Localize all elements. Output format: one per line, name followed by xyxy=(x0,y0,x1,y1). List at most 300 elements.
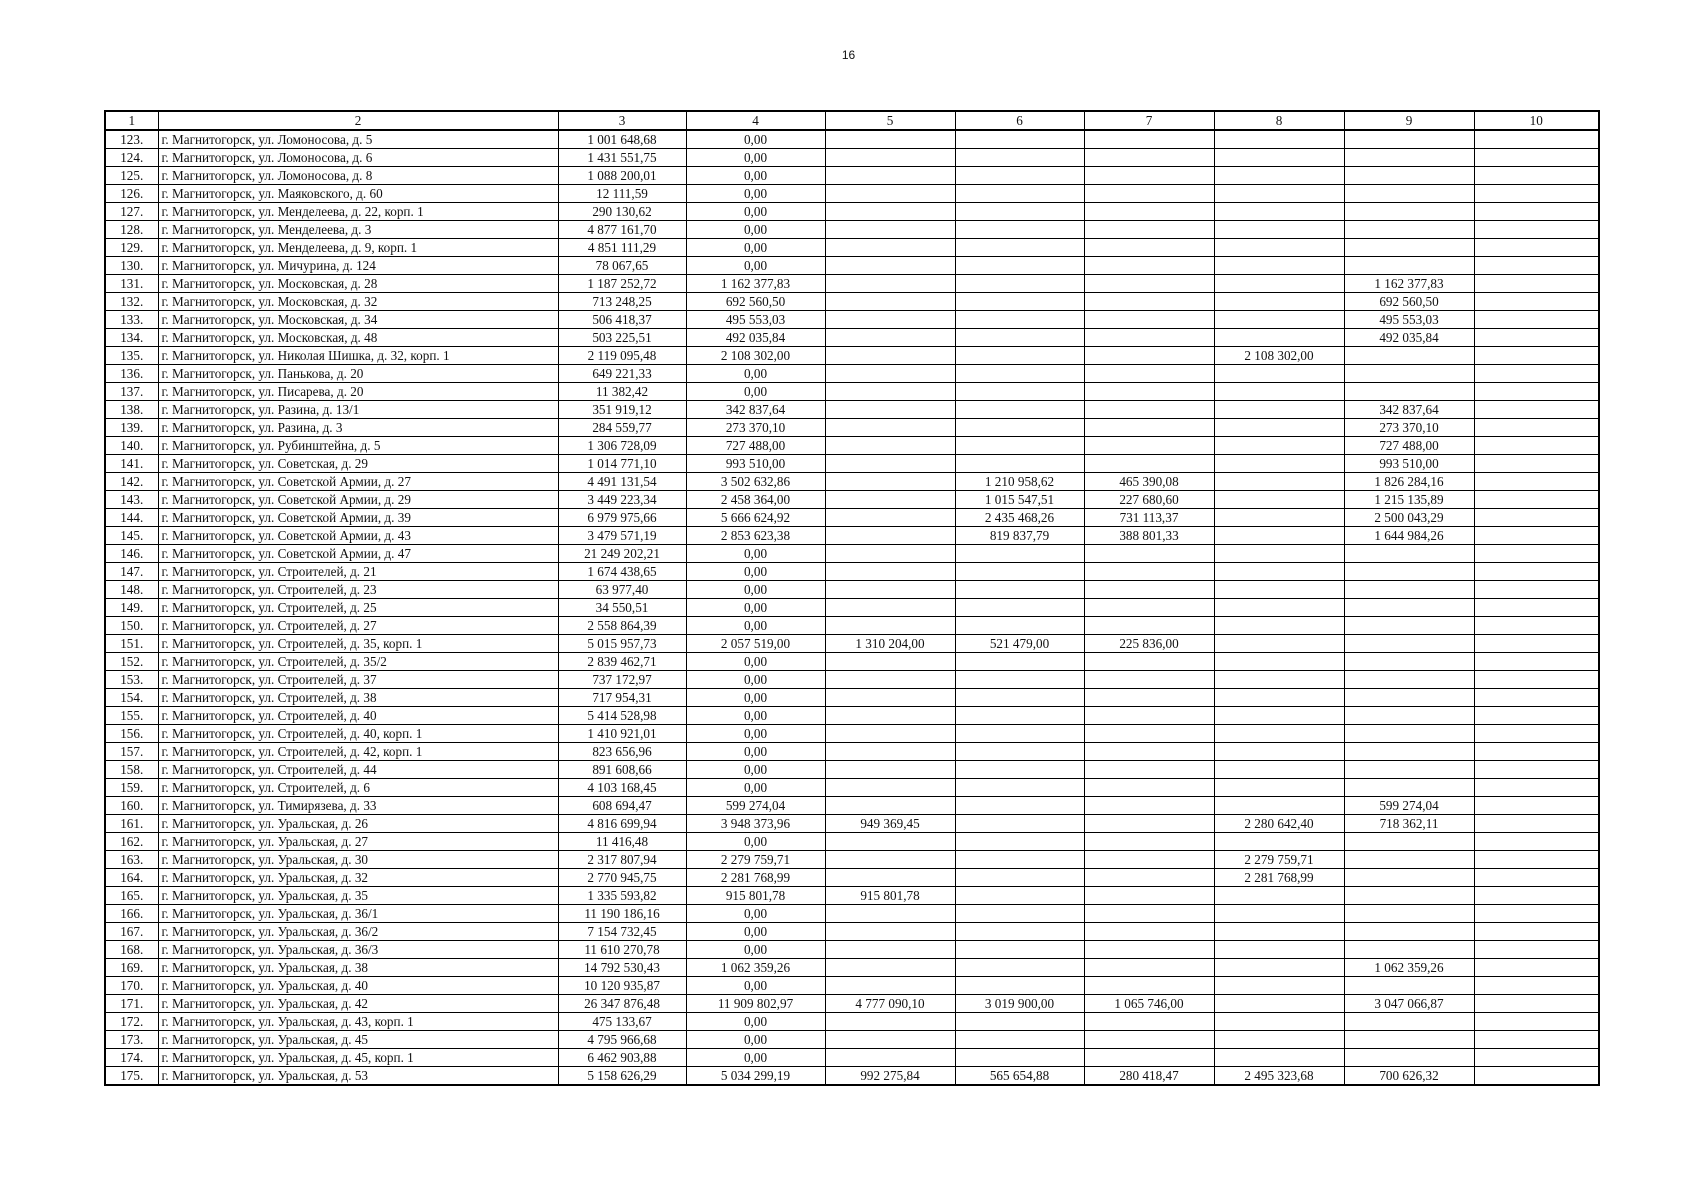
table-row xyxy=(105,797,1599,815)
amount-cell: 495 553,03 xyxy=(1344,311,1474,329)
table-row xyxy=(105,419,1599,437)
amount-cell: 891 608,66 xyxy=(558,761,686,779)
amount-cell xyxy=(955,653,1084,671)
table-row xyxy=(105,743,1599,761)
table-row xyxy=(105,329,1599,347)
amount-cell xyxy=(1084,743,1214,761)
amount-cell: 227 680,60 xyxy=(1084,491,1214,509)
amount-cell xyxy=(1214,311,1344,329)
amount-cell xyxy=(955,275,1084,293)
address-cell: г. Магнитогорск, ул. Уральская, д. 36/3 xyxy=(158,941,558,959)
amount-cell: 713 248,25 xyxy=(558,293,686,311)
amount-cell xyxy=(825,941,955,959)
amount-cell xyxy=(825,851,955,869)
amount-cell: 5 666 624,92 xyxy=(686,509,825,527)
amount-cell xyxy=(825,833,955,851)
address-cell: г. Магнитогорск, ул. Разина, д. 3 xyxy=(158,419,558,437)
amount-cell: 819 837,79 xyxy=(955,527,1084,545)
table-row xyxy=(105,275,1599,293)
amount-cell: 0,00 xyxy=(686,653,825,671)
amount-cell xyxy=(1474,239,1599,257)
amount-cell xyxy=(1474,257,1599,275)
amount-cell: 0,00 xyxy=(686,599,825,617)
table-row xyxy=(105,455,1599,473)
amount-cell xyxy=(1214,257,1344,275)
row-number-cell: 158. xyxy=(105,761,158,779)
amount-cell xyxy=(955,743,1084,761)
amount-cell xyxy=(1474,671,1599,689)
amount-cell xyxy=(1214,149,1344,167)
amount-cell xyxy=(955,761,1084,779)
column-header: 7 xyxy=(1084,111,1214,130)
amount-cell: 718 362,11 xyxy=(1344,815,1474,833)
amount-cell xyxy=(1344,563,1474,581)
address-cell: г. Магнитогорск, ул. Советской Армии, д. 47 xyxy=(158,545,558,563)
row-number-cell: 172. xyxy=(105,1013,158,1031)
row-number-cell: 145. xyxy=(105,527,158,545)
amount-cell xyxy=(955,1031,1084,1049)
table-row xyxy=(105,149,1599,167)
table-row xyxy=(105,887,1599,905)
amount-cell: 727 488,00 xyxy=(686,437,825,455)
table-row xyxy=(105,491,1599,509)
amount-cell xyxy=(825,1013,955,1031)
amount-cell xyxy=(1214,329,1344,347)
amount-cell xyxy=(825,725,955,743)
amount-cell xyxy=(825,905,955,923)
amount-cell xyxy=(1214,941,1344,959)
amount-cell xyxy=(1084,545,1214,563)
amount-cell xyxy=(825,347,955,365)
amount-cell: 2 458 364,00 xyxy=(686,491,825,509)
amount-cell: 700 626,32 xyxy=(1344,1067,1474,1086)
column-header: 6 xyxy=(955,111,1084,130)
amount-cell: 3 502 632,86 xyxy=(686,473,825,491)
table-row xyxy=(105,167,1599,185)
amount-cell xyxy=(825,365,955,383)
row-number-cell: 125. xyxy=(105,167,158,185)
amount-cell xyxy=(1084,130,1214,149)
amount-cell xyxy=(955,293,1084,311)
amount-cell xyxy=(1474,851,1599,869)
amount-cell xyxy=(1474,1049,1599,1067)
amount-cell xyxy=(1084,347,1214,365)
address-cell: г. Магнитогорск, ул. Уральская, д. 43, корп. 1 xyxy=(158,1013,558,1031)
amount-cell: 7 154 732,45 xyxy=(558,923,686,941)
amount-cell xyxy=(825,509,955,527)
table-row xyxy=(105,1031,1599,1049)
amount-cell xyxy=(1474,293,1599,311)
row-number-cell: 171. xyxy=(105,995,158,1013)
amount-cell: 0,00 xyxy=(686,1013,825,1031)
amount-cell: 915 801,78 xyxy=(686,887,825,905)
address-cell: г. Магнитогорск, ул. Уральская, д. 40 xyxy=(158,977,558,995)
amount-cell xyxy=(1214,419,1344,437)
amount-cell xyxy=(1084,941,1214,959)
amount-cell xyxy=(1084,149,1214,167)
amount-cell: 608 694,47 xyxy=(558,797,686,815)
amount-cell xyxy=(1474,347,1599,365)
amount-cell: 0,00 xyxy=(686,977,825,995)
amount-cell: 692 560,50 xyxy=(686,293,825,311)
amount-cell xyxy=(1214,167,1344,185)
amount-cell xyxy=(1474,167,1599,185)
amount-cell xyxy=(1084,437,1214,455)
amount-cell: 4 777 090,10 xyxy=(825,995,955,1013)
amount-cell xyxy=(1084,221,1214,239)
row-number-cell: 143. xyxy=(105,491,158,509)
table-row xyxy=(105,563,1599,581)
amount-cell xyxy=(1214,617,1344,635)
amount-cell: 2 495 323,68 xyxy=(1214,1067,1344,1086)
column-header: 10 xyxy=(1474,111,1599,130)
amount-cell xyxy=(1084,185,1214,203)
column-header: 1 xyxy=(105,111,158,130)
row-number-cell: 159. xyxy=(105,779,158,797)
amount-cell: 4 795 966,68 xyxy=(558,1031,686,1049)
address-cell: г. Магнитогорск, ул. Советской Армии, д. 43 xyxy=(158,527,558,545)
amount-cell: 0,00 xyxy=(686,905,825,923)
row-number-cell: 168. xyxy=(105,941,158,959)
amount-cell xyxy=(1474,923,1599,941)
amount-cell xyxy=(825,671,955,689)
address-cell: г. Магнитогорск, ул. Строителей, д. 35/2 xyxy=(158,653,558,671)
amount-cell: 12 111,59 xyxy=(558,185,686,203)
amount-cell xyxy=(1084,725,1214,743)
amount-cell: 2 770 945,75 xyxy=(558,869,686,887)
amount-cell: 2 057 519,00 xyxy=(686,635,825,653)
amount-cell xyxy=(1474,869,1599,887)
amount-cell xyxy=(1344,905,1474,923)
amount-cell xyxy=(1084,581,1214,599)
amount-cell: 717 954,31 xyxy=(558,689,686,707)
table-row xyxy=(105,1067,1599,1086)
row-number-cell: 157. xyxy=(105,743,158,761)
amount-cell xyxy=(955,257,1084,275)
row-number-cell: 160. xyxy=(105,797,158,815)
table-row xyxy=(105,617,1599,635)
address-cell: г. Магнитогорск, ул. Строителей, д. 23 xyxy=(158,581,558,599)
amount-cell xyxy=(825,707,955,725)
amount-cell xyxy=(1214,1049,1344,1067)
amount-cell xyxy=(1214,293,1344,311)
address-cell: г. Магнитогорск, ул. Советская, д. 29 xyxy=(158,455,558,473)
amount-cell: 2 500 043,29 xyxy=(1344,509,1474,527)
amount-cell xyxy=(825,527,955,545)
amount-cell xyxy=(1474,509,1599,527)
amount-cell xyxy=(1344,347,1474,365)
amount-cell xyxy=(1344,1049,1474,1067)
amount-cell xyxy=(1474,995,1599,1013)
amount-cell: 992 275,84 xyxy=(825,1067,955,1086)
address-cell: г. Магнитогорск, ул. Уральская, д. 26 xyxy=(158,815,558,833)
amount-cell: 6 979 975,66 xyxy=(558,509,686,527)
amount-cell: 475 133,67 xyxy=(558,1013,686,1031)
amount-cell xyxy=(825,581,955,599)
amount-cell xyxy=(1344,599,1474,617)
amount-cell xyxy=(1214,671,1344,689)
address-cell: г. Магнитогорск, ул. Строителей, д. 27 xyxy=(158,617,558,635)
amount-cell xyxy=(955,347,1084,365)
amount-cell xyxy=(1214,797,1344,815)
amount-cell: 273 370,10 xyxy=(1344,419,1474,437)
amount-cell xyxy=(825,617,955,635)
column-header: 9 xyxy=(1344,111,1474,130)
row-number-cell: 134. xyxy=(105,329,158,347)
amount-cell xyxy=(1474,725,1599,743)
amount-cell xyxy=(955,959,1084,977)
table-header-row xyxy=(105,111,1599,130)
page-number: 16 xyxy=(841,48,856,62)
amount-cell xyxy=(1474,689,1599,707)
amount-cell xyxy=(1214,437,1344,455)
address-cell: г. Магнитогорск, ул. Разина, д. 13/1 xyxy=(158,401,558,419)
table-row xyxy=(105,383,1599,401)
amount-cell xyxy=(1344,635,1474,653)
amount-cell: 1 335 593,82 xyxy=(558,887,686,905)
amount-cell xyxy=(955,149,1084,167)
amount-cell xyxy=(1214,221,1344,239)
address-cell: г. Магнитогорск, ул. Московская, д. 28 xyxy=(158,275,558,293)
table-row xyxy=(105,347,1599,365)
amount-cell: 0,00 xyxy=(686,617,825,635)
amount-cell xyxy=(955,599,1084,617)
amount-cell xyxy=(1474,635,1599,653)
amount-cell xyxy=(1344,707,1474,725)
amount-cell: 0,00 xyxy=(686,671,825,689)
amount-cell: 1 410 921,01 xyxy=(558,725,686,743)
amount-cell xyxy=(955,1013,1084,1031)
amount-cell: 11 382,42 xyxy=(558,383,686,401)
amount-cell xyxy=(1084,455,1214,473)
amount-cell xyxy=(1474,761,1599,779)
table-row xyxy=(105,257,1599,275)
amount-cell xyxy=(1084,563,1214,581)
row-number-cell: 156. xyxy=(105,725,158,743)
amount-cell xyxy=(1474,581,1599,599)
amount-cell xyxy=(1474,221,1599,239)
row-number-cell: 128. xyxy=(105,221,158,239)
table-row xyxy=(105,527,1599,545)
address-cell: г. Магнитогорск, ул. Ломоносова, д. 5 xyxy=(158,130,558,149)
table-row xyxy=(105,905,1599,923)
amount-cell: 649 221,33 xyxy=(558,365,686,383)
amount-cell xyxy=(955,707,1084,725)
amount-cell: 1 644 984,26 xyxy=(1344,527,1474,545)
row-number-cell: 164. xyxy=(105,869,158,887)
amount-cell xyxy=(1214,833,1344,851)
amount-cell: 506 418,37 xyxy=(558,311,686,329)
amount-cell xyxy=(1214,707,1344,725)
amount-cell: 727 488,00 xyxy=(1344,437,1474,455)
amount-cell xyxy=(1474,599,1599,617)
amount-cell xyxy=(955,221,1084,239)
amount-cell: 599 274,04 xyxy=(686,797,825,815)
table-row xyxy=(105,725,1599,743)
row-number-cell: 147. xyxy=(105,563,158,581)
address-cell: г. Магнитогорск, ул. Рубинштейна, д. 5 xyxy=(158,437,558,455)
row-number-cell: 135. xyxy=(105,347,158,365)
amount-cell xyxy=(1344,689,1474,707)
row-number-cell: 170. xyxy=(105,977,158,995)
table-row xyxy=(105,401,1599,419)
table-row xyxy=(105,977,1599,995)
amount-cell xyxy=(1344,185,1474,203)
amount-cell xyxy=(1214,959,1344,977)
amount-cell xyxy=(1214,455,1344,473)
amount-cell xyxy=(1344,581,1474,599)
amount-cell xyxy=(1474,545,1599,563)
table-row xyxy=(105,221,1599,239)
amount-cell xyxy=(1344,239,1474,257)
column-header: 3 xyxy=(558,111,686,130)
address-cell: г. Магнитогорск, ул. Строителей, д. 35, корп. 1 xyxy=(158,635,558,653)
amount-cell xyxy=(1344,725,1474,743)
amount-cell: 0,00 xyxy=(686,365,825,383)
address-cell: г. Магнитогорск, ул. Строителей, д. 38 xyxy=(158,689,558,707)
amount-cell xyxy=(1474,977,1599,995)
amount-cell xyxy=(1214,725,1344,743)
amount-cell: 1 162 377,83 xyxy=(686,275,825,293)
amount-cell: 495 553,03 xyxy=(686,311,825,329)
row-number-cell: 123. xyxy=(105,130,158,149)
table-row xyxy=(105,473,1599,491)
amount-cell xyxy=(825,797,955,815)
amount-cell xyxy=(825,761,955,779)
amount-cell: 2 280 642,40 xyxy=(1214,815,1344,833)
amount-cell: 26 347 876,48 xyxy=(558,995,686,1013)
amount-cell xyxy=(1344,130,1474,149)
amount-cell xyxy=(1474,311,1599,329)
amount-cell xyxy=(955,311,1084,329)
amount-cell xyxy=(1344,671,1474,689)
amount-cell xyxy=(1474,1031,1599,1049)
amount-cell xyxy=(1214,203,1344,221)
row-number-cell: 129. xyxy=(105,239,158,257)
amount-cell: 5 015 957,73 xyxy=(558,635,686,653)
amount-cell xyxy=(1474,959,1599,977)
address-cell: г. Магнитогорск, ул. Панькова, д. 20 xyxy=(158,365,558,383)
amount-cell xyxy=(1474,401,1599,419)
amount-cell xyxy=(1474,815,1599,833)
amount-cell: 0,00 xyxy=(686,167,825,185)
amount-cell xyxy=(825,779,955,797)
amount-cell xyxy=(1344,1013,1474,1031)
amount-cell xyxy=(1084,311,1214,329)
table-row xyxy=(105,545,1599,563)
table-row xyxy=(105,635,1599,653)
amount-cell: 4 491 131,54 xyxy=(558,473,686,491)
amount-cell xyxy=(825,923,955,941)
amount-cell xyxy=(1084,815,1214,833)
address-cell: г. Магнитогорск, ул. Николая Шишка, д. 32, корп. 1 xyxy=(158,347,558,365)
amount-cell xyxy=(1214,689,1344,707)
amount-cell: 0,00 xyxy=(686,941,825,959)
amount-cell: 2 435 468,26 xyxy=(955,509,1084,527)
amount-cell: 14 792 530,43 xyxy=(558,959,686,977)
address-cell: г. Магнитогорск, ул. Ломоносова, д. 8 xyxy=(158,167,558,185)
amount-cell: 21 249 202,21 xyxy=(558,545,686,563)
amount-cell xyxy=(1344,743,1474,761)
amount-cell xyxy=(1084,329,1214,347)
amount-cell: 5 158 626,29 xyxy=(558,1067,686,1086)
amount-cell: 6 462 903,88 xyxy=(558,1049,686,1067)
amount-cell xyxy=(1474,383,1599,401)
amount-cell xyxy=(1474,329,1599,347)
amount-cell: 915 801,78 xyxy=(825,887,955,905)
amount-cell xyxy=(1214,130,1344,149)
amount-cell xyxy=(825,545,955,563)
amount-cell: 599 274,04 xyxy=(1344,797,1474,815)
amount-cell xyxy=(1084,1031,1214,1049)
amount-cell xyxy=(955,923,1084,941)
column-header: 8 xyxy=(1214,111,1344,130)
amount-cell xyxy=(1344,167,1474,185)
amount-cell xyxy=(1474,779,1599,797)
table-body xyxy=(105,130,1599,1085)
amount-cell xyxy=(1214,779,1344,797)
address-cell: г. Магнитогорск, ул. Строителей, д. 37 xyxy=(158,671,558,689)
amount-cell xyxy=(825,1049,955,1067)
address-cell: г. Магнитогорск, ул. Советской Армии, д. 27 xyxy=(158,473,558,491)
address-cell: г. Магнитогорск, ул. Московская, д. 32 xyxy=(158,293,558,311)
row-number-cell: 165. xyxy=(105,887,158,905)
amount-cell xyxy=(1344,221,1474,239)
amount-cell xyxy=(955,1049,1084,1067)
amount-cell: 0,00 xyxy=(686,725,825,743)
amount-cell xyxy=(1214,563,1344,581)
amount-cell xyxy=(825,257,955,275)
amount-cell xyxy=(1214,581,1344,599)
amount-cell: 1 210 958,62 xyxy=(955,473,1084,491)
amount-cell xyxy=(1214,239,1344,257)
amount-cell xyxy=(1344,653,1474,671)
address-cell: г. Магнитогорск, ул. Строителей, д. 44 xyxy=(158,761,558,779)
amount-cell xyxy=(1214,743,1344,761)
amount-cell xyxy=(1214,527,1344,545)
amount-cell xyxy=(1084,293,1214,311)
amount-cell xyxy=(1084,671,1214,689)
amount-cell xyxy=(1344,383,1474,401)
row-number-cell: 154. xyxy=(105,689,158,707)
amount-cell xyxy=(825,130,955,149)
amount-cell xyxy=(1214,1031,1344,1049)
amount-cell: 503 225,51 xyxy=(558,329,686,347)
address-cell: г. Магнитогорск, ул. Московская, д. 34 xyxy=(158,311,558,329)
amount-cell xyxy=(1214,635,1344,653)
amount-cell: 63 977,40 xyxy=(558,581,686,599)
amount-cell: 1 062 359,26 xyxy=(686,959,825,977)
amount-cell: 1 187 252,72 xyxy=(558,275,686,293)
amount-cell xyxy=(1214,473,1344,491)
amount-cell xyxy=(955,869,1084,887)
amount-cell xyxy=(825,401,955,419)
row-number-cell: 174. xyxy=(105,1049,158,1067)
amount-cell xyxy=(955,941,1084,959)
amount-cell xyxy=(1084,275,1214,293)
amount-cell xyxy=(825,491,955,509)
amount-cell xyxy=(1214,1013,1344,1031)
amount-cell: 1 310 204,00 xyxy=(825,635,955,653)
amount-cell: 823 656,96 xyxy=(558,743,686,761)
amount-cell xyxy=(825,185,955,203)
amount-cell xyxy=(1084,977,1214,995)
amount-cell: 2 558 864,39 xyxy=(558,617,686,635)
amount-cell xyxy=(1474,491,1599,509)
amount-cell: 34 550,51 xyxy=(558,599,686,617)
address-cell: г. Магнитогорск, ул. Маяковского, д. 60 xyxy=(158,185,558,203)
amount-cell xyxy=(1344,869,1474,887)
